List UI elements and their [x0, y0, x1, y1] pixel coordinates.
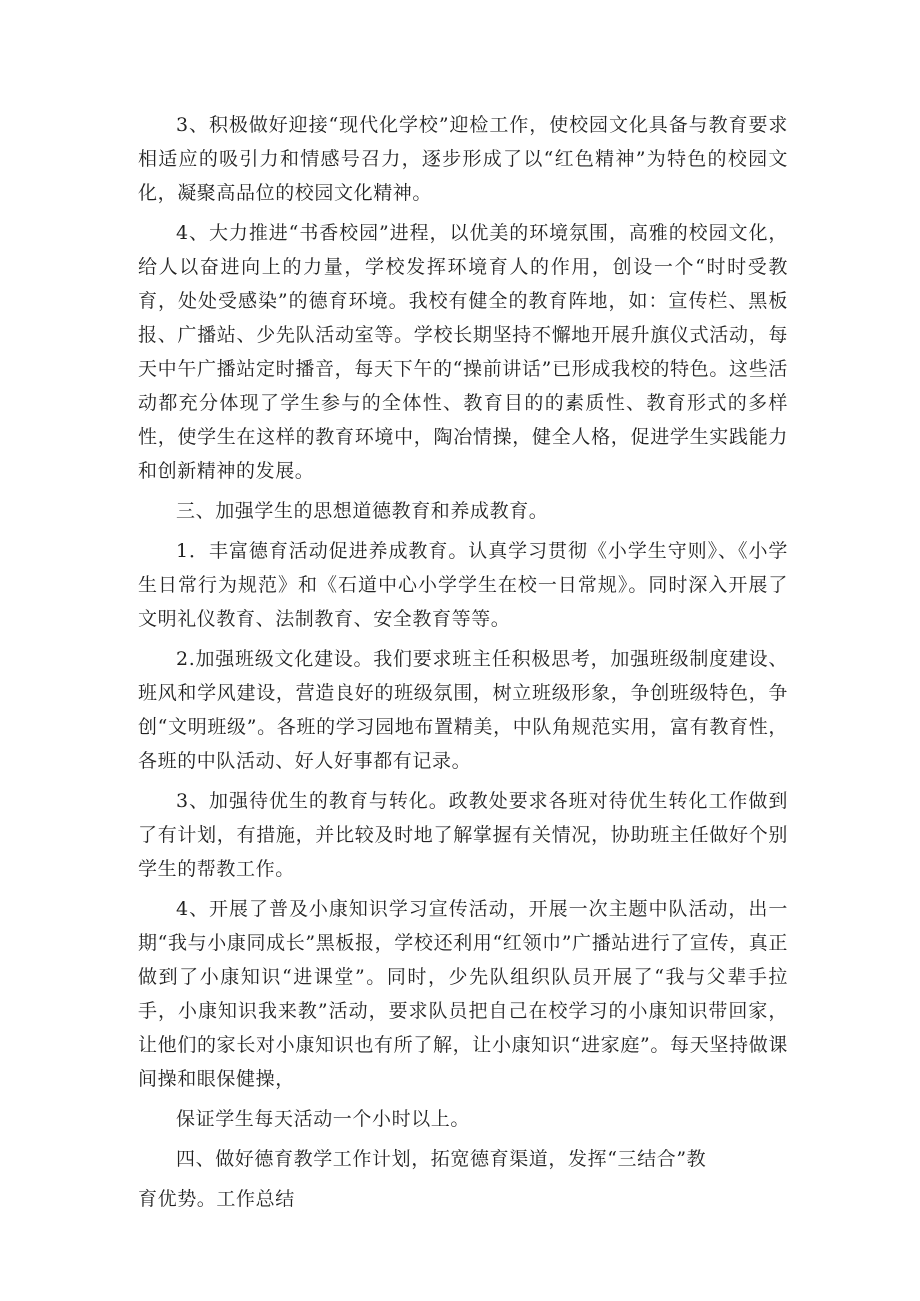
section-heading-four: 四、做好德育教学工作计划，拓宽德育渠道，发挥“三结合”教	[176, 1148, 707, 1170]
section-heading-four-continuation: 育优势。工作总结	[138, 1188, 295, 1210]
paragraph-xiaokang-knowledge-4: 4、开展了普及小康知识学习宣传活动，开展一次主题中队活动，出一期“我与小康同成长”黑板报，学校还利用“红领巾”广播站进行了宣传，真正做到了小康知识“进课堂”。同时，少先队组织队员开展了“我与父辈手拉手，小康知识我来教”活动，要求队员把自己在校学习的小康知识带回家，让他们的家长对小康知识也有所了解，让小康知识“进家庭”。每天坚持做课间操和眼保健操，	[138, 898, 788, 1090]
paragraph-scholarly-campus-4: 4、大力推进“书香校园”进程，以优美的环境氛围，高雅的校园文化，给人以奋进向上的力量，学校发挥环境育人的作用，创设一个“时时受教育，处处受感染”的德育环境。我校有健全的教育阵地，如：宣传栏、黑板报、广播站、少先队活动室等。学校长期坚持不懈地开展升旗仪式活动，每天中午广播站定时播音，每天下午的“操前讲话”已形成我校的特色。这些活动都充分体现了学生参与的全体性、教育目的的素质性、教育形式的多样性，使学生在这样的教育环境中，陶冶情操，健全人格，促进学生实践能力和创新精神的发展。	[138, 222, 788, 482]
paragraph-class-culture-2: 2.加强班级文化建设。我们要求班主任积极思考，加强班级制度建设、班风和学风建设，营造良好的班级氛围，树立班级形象，争创班级特色，争创“文明班级”。各班的学习园地布置精美，中队角规范实用，富有教育性，各班的中队活动、好人好事都有记录。	[138, 648, 788, 772]
paragraph-daily-activity: 保证学生每天活动一个小时以上。	[176, 1108, 471, 1130]
paragraph-moral-activities-1: 1．丰富德育活动促进养成教育。认真学习贯彻《小学生守则》、《小学生日常行为规范》和《石道中心小学学生在校一日常规》。同时深入开展了文明礼仪教育、法制教育、安全教育等等。	[138, 540, 788, 630]
section-heading-three: 三、加强学生的思想道德教育和养成教育。	[176, 500, 549, 522]
document-body	[138, 108, 788, 1222]
paragraph-student-transformation-3: 3、加强待优生的教育与转化。政教处要求各班对待优生转化工作做到了有计划，有措施，并比较及时地了解掌握有关情况，协助班主任做好个别学生的帮教工作。	[138, 790, 788, 880]
paragraph-campus-culture-3: 3、积极做好迎接“现代化学校”迎检工作，使校园文化具备与教育要求相适应的吸引力和情感号召力，逐步形成了以“红色精神”为特色的校园文化，凝聚高品位的校园文化精神。	[138, 114, 788, 204]
